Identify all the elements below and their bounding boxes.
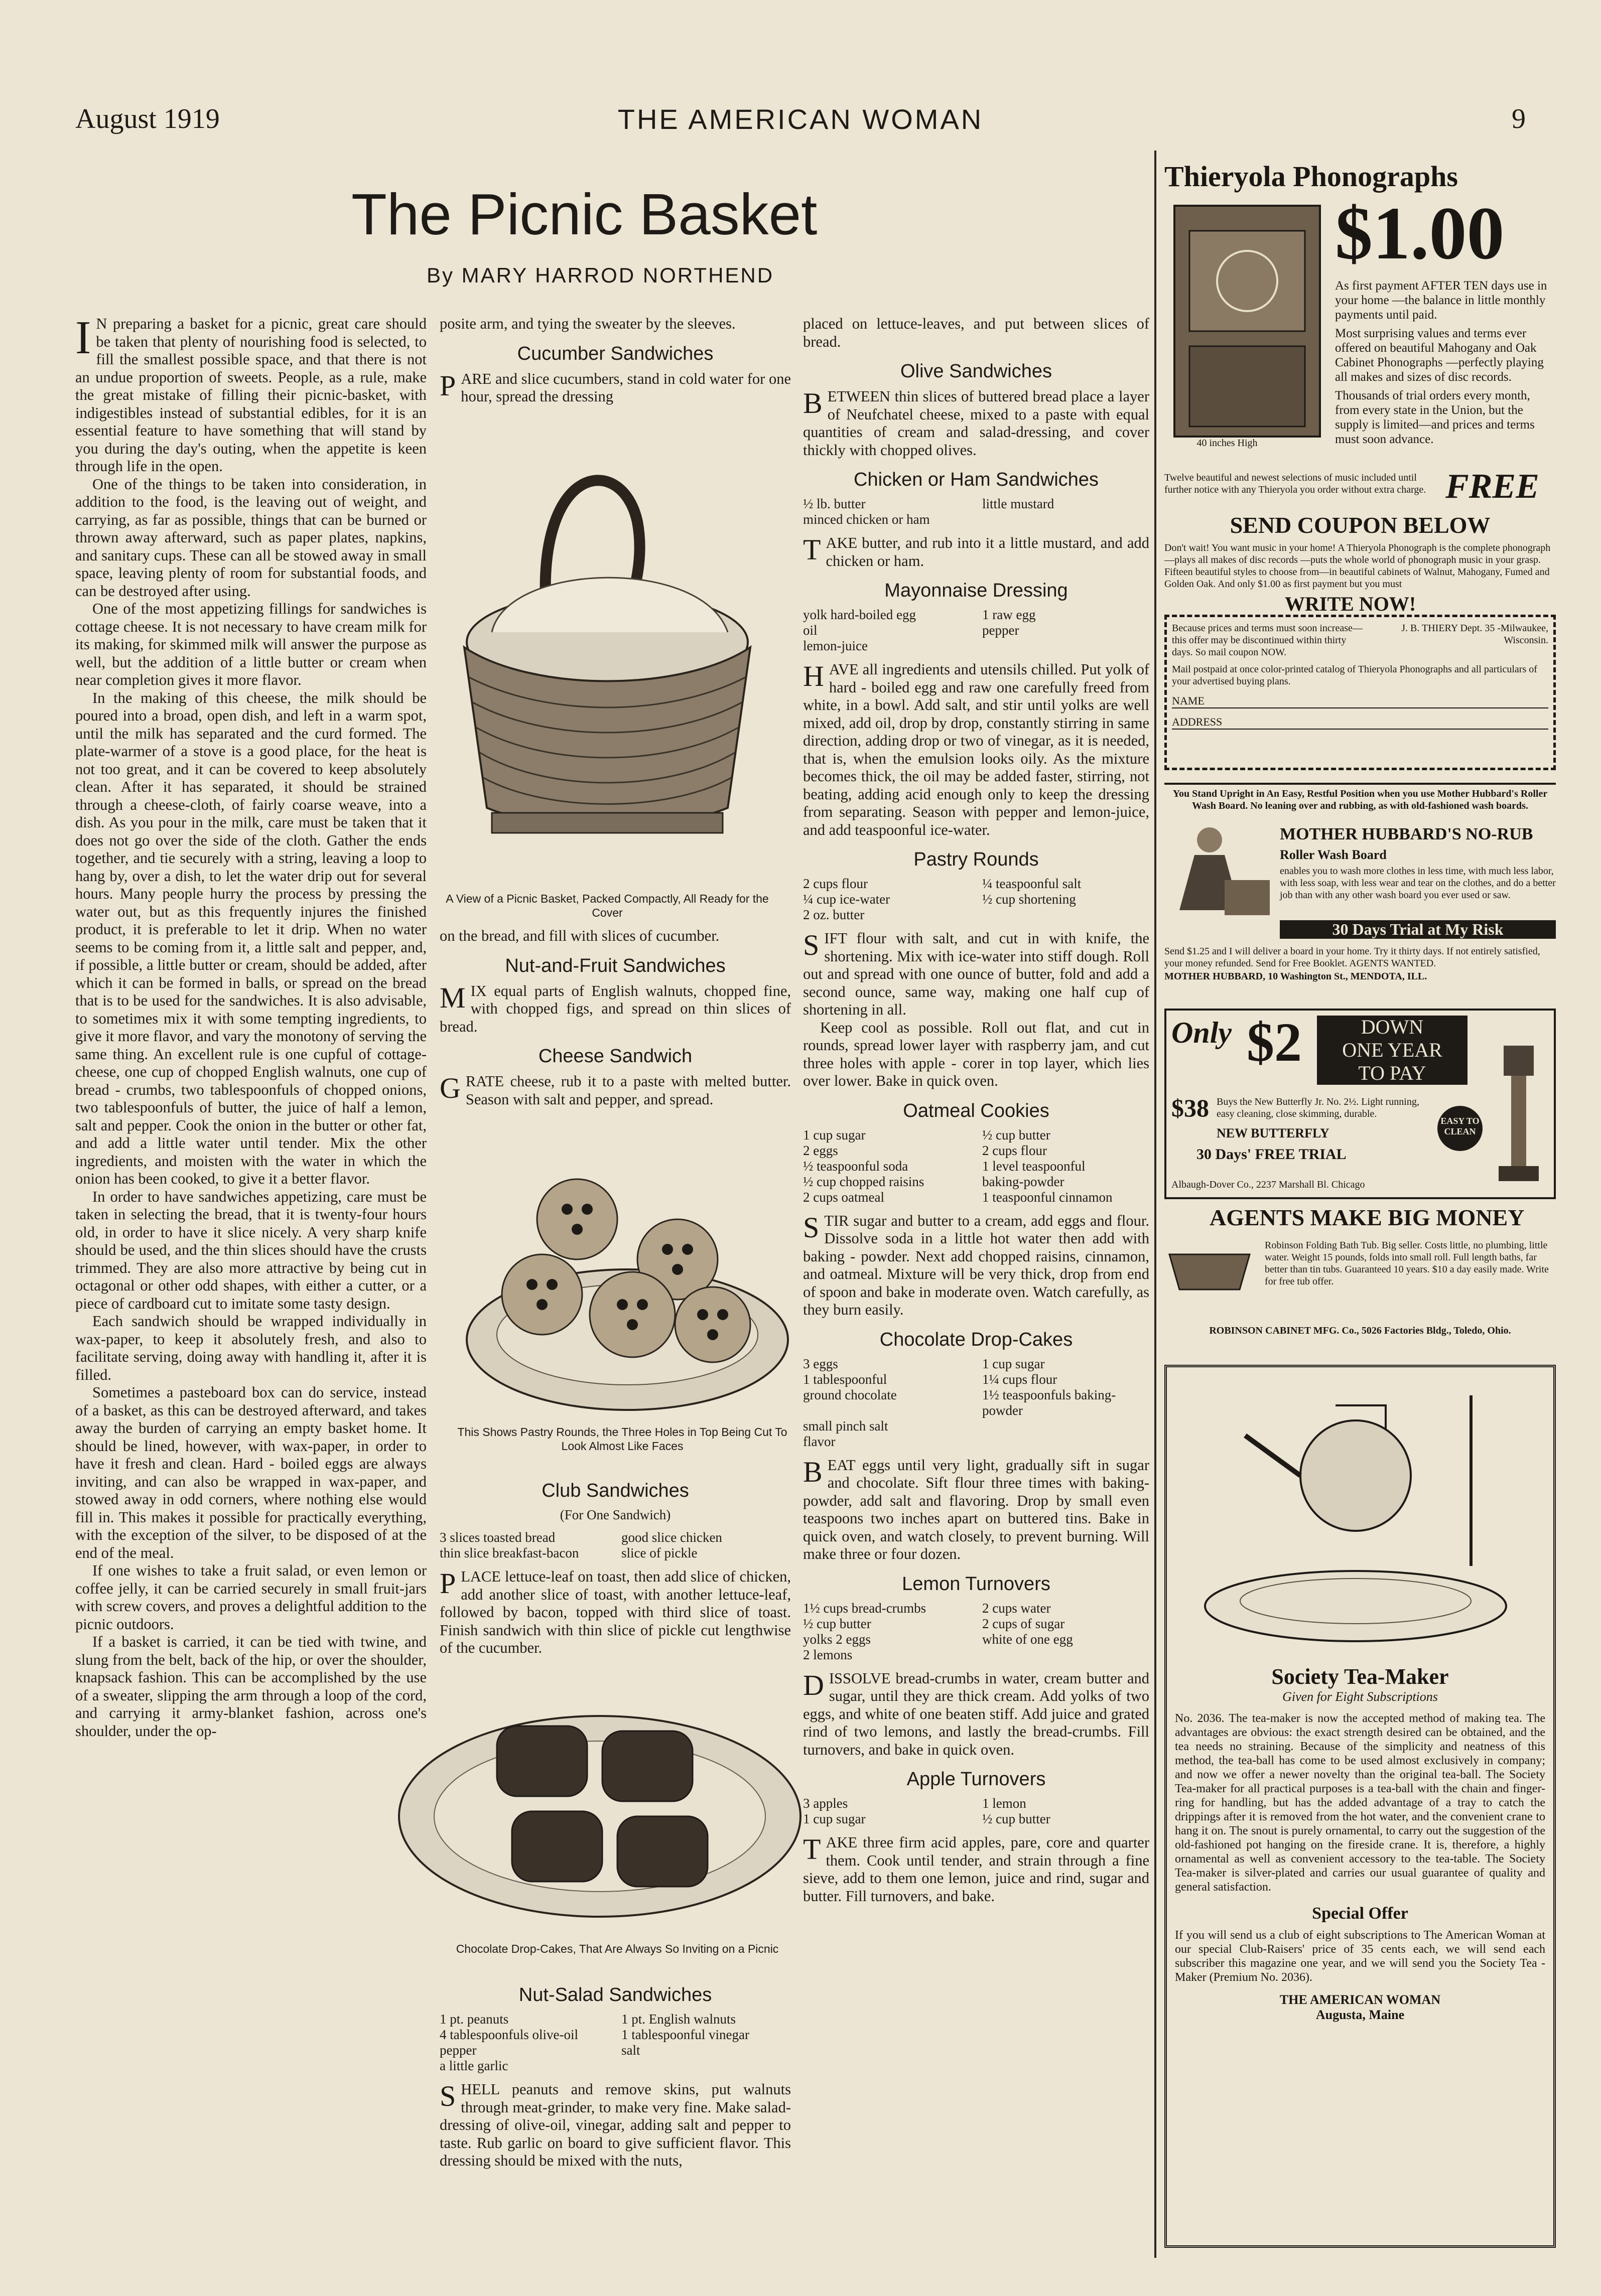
coupon-catalog-note: Mail postpaid at once color-printed catalog of Thieryola Phonographs and all particulars of your advertised buying plans.: [1172, 664, 1537, 687]
ingredient-list: 3 eggs 1 cup sugar 1 tablespoonful 1¼ cups flour ground chocolate 1½ teaspoonfuls baking-powder small pinch salt flavor: [803, 1356, 1116, 1449]
tea-maker-ad: [1164, 1365, 1556, 2248]
ad-only: Only: [1171, 1016, 1232, 1049]
recipe-subheading: (For One Sandwich): [560, 1507, 671, 1522]
recipe-text: STIR sugar and butter to a cream, add eggs and flour. Dissolve soda in a little hot water then add with baking - powder. Next add chopped raisins, cinnamon, and oatmeal. Mixture will be very thick, drop from end of spoon and bake in moderate oven. Watch carefully, as they burn easily.: [803, 1211, 1149, 1318]
recipe-heading: Nut-Salad Sandwiches: [518, 1984, 712, 2005]
recipe-heading: Lemon Turnovers: [902, 1573, 1050, 1595]
ad-address: ROBINSON CABINET MFG. Co., 5026 Factories Bldg., Toledo, Ohio.: [1209, 1325, 1511, 1336]
ad-copy: As first payment AFTER TEN days use in your home —the balance in little monthly payments until paid. Most surprising values and terms ever offered on beautiful Mahogany and Oak Cabinet Phonographs —perfectly playing all makes and sizes of disc records. Thousands of trial orders every month, from every state in the Union, but the supply is limited—and prices and terms must soon advance.: [1335, 279, 1547, 446]
article-title: The Picnic Basket: [351, 182, 818, 247]
recipe-heading: Mayonnaise Dressing: [884, 580, 1068, 601]
paragraph: on the bread, and fill with slices of cucumber.: [440, 927, 720, 944]
bathtub-image: [1164, 1239, 1255, 1300]
cream-separator-image: [1489, 1041, 1549, 1186]
coupon-name-field[interactable]: NAME: [1172, 694, 1548, 708]
ingredient-list: 3 slices toasted bread good slice chicken thin slice breakfast-bacon slice of pickle: [440, 1530, 722, 1560]
recipe-heading: Oatmeal Cookies: [903, 1100, 1049, 1121]
recipe-text: SIFT flour with salt, and cut in with knife, the shortening. Mix with ice-water into stiff dough. Roll out and spread with one ounce of butter, fold and add a second ounce, same way, making one half cup of shortening in all.: [803, 929, 1149, 1018]
recipe-text: PARE and slice cucumbers, stand in cold water for one hour, spread the dressing: [440, 369, 791, 405]
cookies-illustration: [391, 1696, 808, 1937]
recipe-text: TAKE butter, and rub into it a little mustard, and add chicken or ham.: [803, 533, 1149, 569]
butterfly-ad: [1164, 1009, 1556, 1199]
ad-price-38: $38: [1171, 1094, 1209, 1122]
recipe-text: PLACE lettuce-leaf on toast, then add slice of chicken, add another slice of toast, with another lettuce-leaf, followed by bacon, topped with third slice of toast. Finish sandwich with thin slice of pickle cut lengthwise of the cucumber.: [440, 1567, 791, 1656]
column-2: [440, 315, 791, 406]
pastry-illustration: [452, 1159, 803, 1420]
drop-cap: I: [75, 312, 91, 364]
ad-title: Thieryola Phonographs: [1164, 160, 1458, 193]
tea-maker-image: [1175, 1375, 1536, 1656]
ad-body: Don't wait! You want music in your home! A Thieryola Phonograph is the complete phonograph—plays all makes of disc records —puts the whole world of phonograph music in your grasp. Fifteen beautiful styles to choose from—in beautiful cabinets of Walnut, Mahogany, Fumed and Golden Oak. And only $1.00 as first payment but you must: [1164, 542, 1551, 590]
basket-caption: A View of a Picnic Basket, Packed Compactly, All Ready for the Cover: [446, 892, 769, 919]
page-number: 9: [1512, 103, 1526, 134]
recipe-heading: Cucumber Sandwiches: [517, 343, 714, 364]
phonograph-height: 40 inches High: [1196, 438, 1258, 449]
paragraph: I N preparing a basket for a picnic, great care should be taken that plenty of nourishing food is selected, to fill the smallest possible space, and that there is not an undue proportion of sweets. People, as a rule, make the great mistake of filling their picnic-basket, with indigestibles instead of substantial edibles, for it is an essential feature to have something that will stand by you during the day's outing, when the appetite is keen through life in the open.: [75, 312, 427, 475]
free-label: FREE: [1445, 467, 1539, 506]
magazine-name: THE AMERICAN WOMAN: [617, 103, 984, 135]
paragraph: If a basket is carried, it can be tied with twine, and slung from the belt, back of the hip, or over the shoulder, knapsack fashion. This can be accomplished by the use of a sweater, slipping the arm through a loop of the cord, and carrying it army-blanket fashion, across one's shoulder, under the op-: [75, 1633, 427, 1740]
cookies-caption: Chocolate Drop-Cakes, That Are Always So Inviting on a Picnic: [456, 1942, 779, 1955]
paragraph: posite arm, and tying the sweater by the sleeves.: [440, 315, 736, 332]
washerwoman-image: [1164, 820, 1275, 920]
ad-product: Roller Wash Board: [1280, 847, 1387, 862]
ingredient-list: 2 cups flour ¼ teaspoonful salt ¼ cup ice-water ½ cup shortening 2 oz. butter: [803, 876, 1082, 922]
recipe-text: TAKE three firm acid apples, pare, core and quarter them. Cook until tender, and strain through a fine sieve, add to them one lemon, juice and rind, sugar and butter. Fill turnovers, and bake.: [803, 1833, 1149, 1905]
ad-address: Albaugh-Dover Co., 2237 Marshall Bl. Chicago: [1171, 1179, 1365, 1190]
special-offer-text: If you will send us a club of eight subscriptions to The American Woman at our special Club-Raisers' price of 35 cents each, we will send each subscriber this magazine one year, and we will send you the Society Tea - Maker (Premium No. 2036).: [1175, 1929, 1545, 1984]
ingredient-list: yolk hard-boiled egg 1 raw egg oil pepper lemon-juice: [803, 607, 1036, 653]
ad-title: Society Tea-Maker: [1271, 1664, 1449, 1689]
ad-body: Robinson Folding Bath Tub. Big seller. Costs little, no plumbing, little water. Weight 15 pounds, folds into small roll. Full length baths, far better than tin tubs. Guaranteed 10 years. $10 a day easily made. Write for free tub offer.: [1265, 1240, 1549, 1287]
column-2-middle: [440, 927, 791, 1108]
ingredient-list: 1 cup sugar ½ cup butter 2 eggs 2 cups flour ½ teaspoonful soda 1 level teaspoonful ½ cup chopped raisins baking-powder 2 cups oatmeal 1 teaspoonful cinnamon: [803, 1127, 1113, 1205]
ad-desc: enables you to wash more clothes in less time, with much less labor, with less soap, with less wear and tear on the clothes, and do a better job than with any other wash board you ever used or saw.: [1280, 866, 1556, 901]
recipe-text: BETWEEN thin slices of buttered bread place a layer of Neufchatel cheese, mixed to a paste with equal quantities of cream and salad-dressing, and cover thickly with chopped olives.: [803, 387, 1149, 459]
coupon[interactable]: [1164, 615, 1556, 770]
ad-intro: You Stand Upright in An Easy, Restful Position when you use Mother Hubbard's Roller Wash Board. No leaning over and rubbing, as with old-fashioned wash boards.: [1172, 788, 1548, 811]
publisher-name: THE AMERICAN WOMAN: [1279, 1992, 1441, 2007]
issue-date: August 1919: [75, 103, 220, 134]
column-1: [75, 312, 427, 1740]
pastry-caption: This Shows Pastry Rounds, the Three Holes in Top Being Cut To Look Almost Like Faces: [457, 1425, 787, 1453]
mother-hubbard-ad: [1164, 783, 1556, 1009]
paragraph: placed on lettuce-leaves, and put between slices of bread.: [803, 315, 1149, 350]
paragraph: If one wishes to take a fruit salad, or even lemon or coffee jelly, it can be carried securely in small fruit-jars with screw covers, and proves a delightful addition to the picnic outdoors.: [75, 1562, 427, 1633]
free-records-note: Twelve beautiful and newest selections of music included until further notice with any Thieryola you order without extra charge.: [1164, 472, 1426, 495]
recipe-heading: Olive Sandwiches: [900, 361, 1052, 382]
ingredient-list: 3 apples 1 lemon 1 cup sugar ½ cup butter: [803, 1796, 1050, 1826]
paragraph: One of the things to be taken into consideration, in addition to the food, is the leaving out of weight, and carrying, as far as possible, things that can be burned or thrown away afterward, such as paper plates, napkins, and sanitary cups. These can all be stowed away in small space, leaving plenty of room for substantial foods, and can be destroyed after using.: [75, 475, 427, 600]
column-2-nutsalad: [440, 1974, 791, 2170]
recipe-text: GRATE cheese, rub it to a paste with melted butter. Season with salt and pepper, and spread.: [440, 1072, 791, 1108]
column-3: [803, 315, 1149, 1905]
ad-address: MOTHER HUBBARD, 10 Washington St., MENDOTA, ILL.: [1164, 971, 1427, 982]
ad-brand: MOTHER HUBBARD'S NO-RUB: [1280, 825, 1533, 843]
ingredient-list: ½ lb. butter little mustard minced chicken or ham: [803, 496, 1054, 527]
recipe-heading: Chicken or Ham Sandwiches: [854, 469, 1099, 490]
recipe-text: DISSOLVE bread-crumbs in water, cream butter and sugar, until they are thick cream. Add yolks of two eggs, and white of one beaten stiff. Add juice and grated rind of two lemons, and lastly the bread-crumbs. Fill turnovers, and bake in quick oven.: [803, 1668, 1149, 1758]
paragraph: One of the most appetizing fillings for sandwiches is cottage cheese. It is not necessary to have cream milk for its making, for skimmed milk will answer the purpose as well, but the addition of a little butter or cream when near completion gives it more flavor.: [75, 600, 427, 688]
recipe-text: SHELL peanuts and remove skins, put walnuts through meat-grinder, to make very fine. Make salad-dressing of olive-oil, vinegar, adding salt and pepper to taste. Rub garlic on board to give sufficient flavor. This dressing should be mixed with the nuts,: [440, 2080, 791, 2169]
special-offer-heading: Special Offer: [1312, 1904, 1408, 1923]
paragraph: Each sandwich should be wrapped individually in wax-paper, to keep it absolutely fresh, and also to facilitate serving, doing away with handling it, after it is filled.: [75, 1313, 427, 1383]
recipe-heading: Club Sandwiches: [542, 1480, 689, 1501]
recipe-heading: Pastry Rounds: [913, 849, 1039, 870]
recipe-text: BEAT eggs until very light, gradually sift in sugar and chocolate. Sift flour three times with baking-powder, add salt and flavoring. Drop by small even teaspoons two inches apart on buttered tins. Bake in quick oven, and watch closely, to prevent burning. Will make three or four dozen.: [803, 1455, 1149, 1562]
ad-body: Send $1.25 and I will deliver a board in your home. Try it thirty days. If not entirely satisfied, your money refunded. Send for Free Booklet. AGENTS WANTED.: [1164, 946, 1540, 969]
recipe-text: MIX equal parts of English walnuts, chopped fine, with chopped figs, and spread on thin slices of bread.: [440, 981, 791, 1035]
ad-trial: 30 Days' FREE TRIAL: [1196, 1146, 1347, 1163]
robinson-bathtub-ad: [1164, 1204, 1556, 1350]
column-divider: [1154, 151, 1156, 2258]
trial-banner: 30 Days Trial at My Risk: [1280, 920, 1556, 939]
coupon-address-field[interactable]: ADDRESS: [1172, 715, 1548, 730]
ad-new-butterfly: NEW BUTTERFLY: [1217, 1126, 1329, 1140]
ad-given: Given for Eight Subscriptions: [1282, 1689, 1438, 1704]
publisher-city: Augusta, Maine: [1315, 2007, 1405, 2022]
thieryola-ad: [1164, 161, 1556, 775]
column-2-club: [440, 1470, 791, 1657]
paragraph: In the making of this cheese, the milk should be poured into a broad, open dish, and left in a warm spot, until the milk has separated and the curd formed. The plate-warmer of a stove is a good place, for the heat is not too great, and it can be covered to keep absolutely clean. After it has separated, it should be strained through a cheese-cloth, of fairly coarse weave, into a dish. As you pour in the milk, care must be taken that it does not go over the side of the cloth. Gather the ends together, and tie securely with a string, leaving a loop to hang by, over a dish, to let the water drip out for several hours. Many people hurry the process by pressing the water out, but as this frequently injures the finished product, it is preferable to let it drip. When no water seems to be coming from it, a little salt and pepper, and, if possible, a little butter or cream, should be added, after which it can be formed in balls, or spread on the bread that is to be used for the sandwiches. It is also advisable, to sometimes mix it with some tempting ingredients, to give it more flavor, and vary the monotony of serving the same thing. An excellent rule is one cupful of cottage-cheese, one cup of chopped English walnuts, one cup of bread - crumbs, two tablespoonfuls of chopped onions, two tablespoonfuls of butter, the juice of half a lemon, salt and pepper. Cook the onion in the butter or other fat, and add a little water until tender. Mix the other ingredients, and moisten with the water in which the onion has been cooked, to give it a better flavor.: [75, 689, 427, 1187]
ingredient-list: 1½ cups bread-crumbs 2 cups water ½ cup butter 2 cups of sugar yolks 2 eggs white of one egg 2 lemons: [803, 1600, 1073, 1662]
recipe-heading: Nut-and-Fruit Sandwiches: [505, 955, 726, 976]
recipe-heading: Chocolate Drop-Cakes: [879, 1329, 1073, 1350]
ad-desc: Buys the New Butterfly Jr. No. 2½. Light running, easy cleaning, close skimming, durable.: [1217, 1096, 1419, 1119]
coupon-text: Because prices and terms must soon increase—this offer may be discontinued within thirty days. So mail coupon NOW.: [1172, 623, 1363, 658]
recipe-text: HAVE all ingredients and utensils chilled. Put yolk of hard - boiled egg and raw one carefully freed from white, in a bowl. Add salt, and stir until yolks are well mixed, add oil, drop by drop, constantly stirring in same direction, adding drop or two of vinegar, as it is needed, that is, when the emulsion looks oily. As the mixture becomes thick, the oil may be added faster, stirring, not beating, adding acid enough only to keep the dressing from separating. Season with pepper and lemon-juice, and add teaspoonful ice-water.: [803, 660, 1149, 838]
send-coupon-heading: SEND COUPON BELOW: [1230, 512, 1491, 538]
running-header: [75, 103, 1526, 143]
phonograph-cabinet-image: [1164, 201, 1330, 452]
ad-heading: AGENTS MAKE BIG MONEY: [1210, 1205, 1525, 1230]
basket-illustration: [422, 432, 793, 883]
picnic-basket-image: [422, 432, 793, 883]
ad-price: $2: [1247, 1012, 1302, 1073]
paragraph: In order to have sandwiches appetizing, care must be taken in selecting the bread, that it is twenty-four hours old, in order to have it slice nicely. A very sharp knife should be used, and the thin slices should have the crusts trimmed. They are also more attractive by being cut in octagonal or other odd shapes, with either a cutter, or a piece of cardboard cut to imitate some tasty design.: [75, 1188, 427, 1312]
easy-to-clean-badge: EASY TO CLEAN: [1437, 1106, 1483, 1151]
down-banner: DOWN ONE YEAR TO PAY: [1317, 1016, 1467, 1085]
article-byline: By MARY HARROD NORTHEND: [427, 263, 774, 287]
recipe-text: Keep cool as possible. Roll out flat, and cut in rounds, spread lower layer with raspberry jam, and cut three holes with apple - corer in top layer, which lies over lower. Bake in quick oven.: [803, 1019, 1149, 1089]
ad-body: No. 2036. The tea-maker is now the accepted method of making tea. The advantages are obvious: the exact strength desired can be obtained, and the tea needs no straining. Because of the simplicity and neatness of this method, the tea-ball has come to be used almost exclusively in company; and now we offer a newer novelty than the original tea-ball. The Society Tea-maker for all practical purposes is a tea-ball with the chain and finger-ring for handling, but has the added advantage of a tray to catch the drippings after it is removed from the hot water, and the convenient crane to hang it on. The snout is purely ornamental, to carry out the suggestion of the old-fashioned pot hanging on the fireside crane. It is, therefore, a highly ornamental as well as convenient accessory to the tea-table. The Society Tea-maker is silver-plated and carries our usual guarantee of quality and general satisfaction.: [1175, 1712, 1545, 1894]
write-now: WRITE NOW!: [1285, 593, 1416, 615]
paragraph: Sometimes a pasteboard box can do service, instead of a basket, as this can be destroyed afterward, and takes away the burden of carrying an empty basket home. It should be lined, however, with wax-paper, in order to have it fresh and clean. Hard - boiled eggs are always inviting, and can also be wrapped in wax-paper, and stowed away in odd corners, where nothing else would fill in. This makes it possible for practically everything, with the exception of the silver, to be disposed of at the end of the meal.: [75, 1384, 427, 1561]
recipe-heading: Apple Turnovers: [906, 1769, 1046, 1790]
coupon-address: J. B. THIERY Dept. 35 -Milwaukee, Wisconsin.: [1401, 623, 1548, 646]
recipe-heading: Cheese Sandwich: [538, 1046, 693, 1067]
ingredient-list: 1 pt. peanuts 1 pt. English walnuts 4 tablespoonfuls olive-oil 1 tablespoonful vinegar pepper salt a little garlic: [440, 2012, 749, 2073]
ad-price: $1.00: [1335, 192, 1505, 275]
